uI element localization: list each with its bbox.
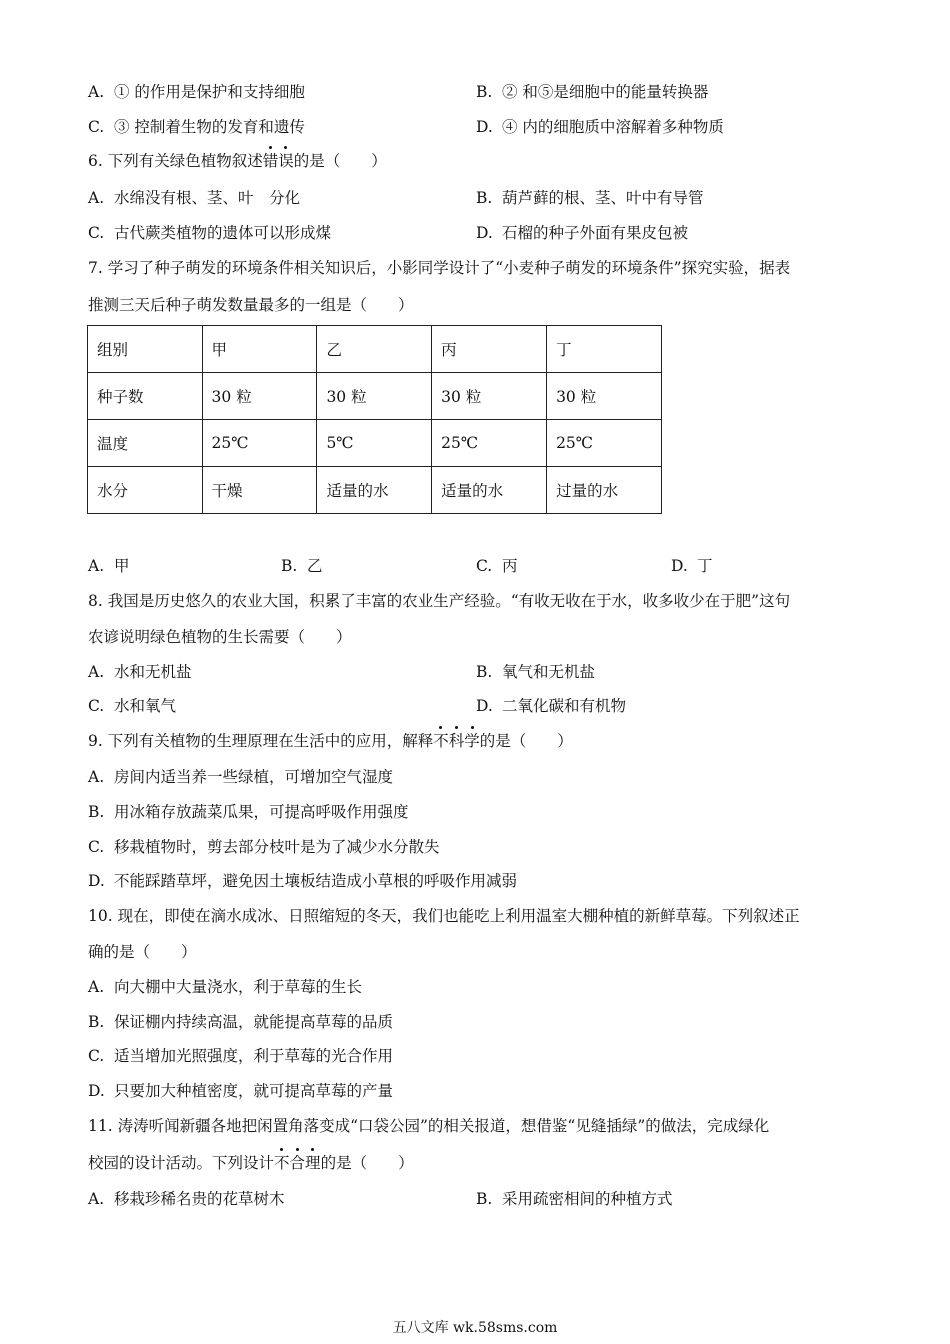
table-cell: 25℃ bbox=[432, 420, 547, 467]
q9-option-c: C. 移栽植物时，剪去部分枝叶是为了减少水分散失 bbox=[88, 838, 440, 856]
q6-option-b: B. 葫芦藓的根、茎、叶中有导管 bbox=[476, 189, 704, 207]
table-cell: 适量的水 bbox=[432, 467, 547, 514]
table-cell: 干燥 bbox=[202, 467, 317, 514]
q8-option-a: A. 水和无机盐 bbox=[88, 663, 192, 681]
table-cell: 30 粒 bbox=[547, 373, 662, 420]
table-cell: 种子数 bbox=[88, 373, 203, 420]
q10-option-a: A. 向大棚中大量浇水，利于草莓的生长 bbox=[88, 978, 363, 996]
q6-option-d: D. 石榴的种子外面有果皮包被 bbox=[476, 224, 689, 242]
q11-stem-line1: 11. 涛涛听闻新疆各地把闲置角落变成“口袋公园”的相关报道，想借鉴“见缝插绿”的做法，完成绿化 bbox=[88, 1117, 770, 1135]
emphasis-char: 科 bbox=[448, 732, 465, 750]
table-cell: 组别 bbox=[88, 326, 203, 373]
table-cell: 30 粒 bbox=[202, 373, 317, 420]
q7-stem-line1: 7. 学习了种子萌发的环境条件相关知识后，小影同学设计了“小麦种子萌发的环境条件”探究实验，据表 bbox=[88, 259, 791, 277]
q5-option-c: C. ③ 控制着生物的发育和遗传 bbox=[88, 118, 305, 136]
table-row bbox=[88, 420, 662, 467]
q10-stem-line2: 确的是（ ） bbox=[88, 943, 197, 961]
q8-stem-line2: 农谚说明绿色植物的生长需要（ ） bbox=[88, 628, 352, 646]
table-cell: 适量的水 bbox=[317, 467, 432, 514]
q7-stem-line2: 推测三天后种子萌发数量最多的一组是（ ） bbox=[88, 296, 414, 314]
emphasis-char: 理 bbox=[305, 1154, 321, 1172]
q9-stem: 9. 下列有关植物的生理原理在生活中的应用，解释不科学的是（ ） bbox=[88, 732, 573, 750]
q7-option-b: B. 乙 bbox=[281, 557, 323, 575]
emphasis-char: 误 bbox=[278, 152, 294, 170]
q7-option-c: C. 丙 bbox=[476, 557, 518, 575]
q6-option-c: C. 古代蕨类植物的遗体可以形成煤 bbox=[88, 224, 332, 242]
emphasis-char: 学 bbox=[464, 732, 480, 750]
table-cell: 30 粒 bbox=[432, 373, 547, 420]
table-cell: 温度 bbox=[88, 420, 203, 467]
emphasis-char: 不 bbox=[433, 732, 449, 750]
q11-stem-line2: 校园的设计活动。下列设计不合理的是（ ） bbox=[88, 1154, 414, 1172]
q5-option-d: D. ④ 内的细胞质中溶解着多种物质 bbox=[476, 118, 724, 136]
q7-option-d: D. 丁 bbox=[671, 557, 713, 575]
table-cell: 过量的水 bbox=[547, 467, 662, 514]
q10-stem-line1: 10. 现在，即使在滴水成冰、日照缩短的冬天，我们也能吃上利用温室大棚种植的新鲜草莓。下列叙述正 bbox=[88, 907, 800, 925]
table-cell: 水分 bbox=[88, 467, 203, 514]
q11-option-a: A. 移栽珍稀名贵的花草树木 bbox=[88, 1190, 285, 1208]
table-cell: 25℃ bbox=[202, 420, 317, 467]
q11-option-b: B. 采用疏密相间的种植方式 bbox=[476, 1190, 673, 1208]
table-cell: 25℃ bbox=[547, 420, 662, 467]
q7-option-a: A. 甲 bbox=[88, 557, 130, 575]
table-cell: 丙 bbox=[432, 326, 547, 373]
page-footer: 五八文库 wk.58sms.com bbox=[392, 1320, 558, 1336]
table-row bbox=[88, 373, 662, 420]
seed-germination-table bbox=[87, 325, 662, 514]
table-cell: 甲 bbox=[202, 326, 317, 373]
q8-option-d: D. 二氧化碳和有机物 bbox=[476, 697, 627, 715]
table-cell: 5℃ bbox=[317, 420, 432, 467]
table-row bbox=[88, 326, 662, 373]
table-cell: 30 粒 bbox=[317, 373, 432, 420]
q6-option-a: A. 水绵没有根、茎、叶 分化 bbox=[88, 189, 301, 207]
q8-option-c: C. 水和氧气 bbox=[88, 697, 177, 715]
table-cell: 丁 bbox=[547, 326, 662, 373]
q8-stem-line1: 8. 我国是历史悠久的农业大国，积累了丰富的农业生产经验。“有收无收在于水，收多收少在于肥”这句 bbox=[88, 592, 791, 610]
table-row bbox=[88, 467, 662, 514]
emphasis-char: 不 bbox=[274, 1154, 290, 1172]
q6-stem: 6. 下列有关绿色植物叙述错误的是（ ） bbox=[88, 152, 387, 170]
table-cell: 乙 bbox=[317, 326, 432, 373]
q9-option-b: B. 用冰箱存放蔬菜瓜果，可提高呼吸作用强度 bbox=[88, 803, 409, 821]
q9-option-d: D. 不能踩踏草坪，避免因土壤板结造成小草根的呼吸作用减弱 bbox=[88, 872, 518, 890]
q5-option-a: A. ① 的作用是保护和支持细胞 bbox=[88, 83, 305, 101]
q9-option-a: A. 房间内适当养一些绿植，可增加空气湿度 bbox=[88, 768, 394, 786]
q10-option-b: B. 保证棚内持续高温，就能提高草莓的品质 bbox=[88, 1013, 394, 1031]
emphasis-char: 合 bbox=[289, 1154, 306, 1172]
q10-option-d: D. 只要加大种植密度，就可提高草莓的产量 bbox=[88, 1082, 394, 1100]
q10-option-c: C. 适当增加光照强度，利于草莓的光合作用 bbox=[88, 1047, 394, 1065]
emphasis-char: 错 bbox=[262, 152, 279, 170]
q5-option-b: B. ② 和⑤是细胞中的能量转换器 bbox=[476, 83, 709, 101]
q8-option-b: B. 氧气和无机盐 bbox=[476, 663, 596, 681]
